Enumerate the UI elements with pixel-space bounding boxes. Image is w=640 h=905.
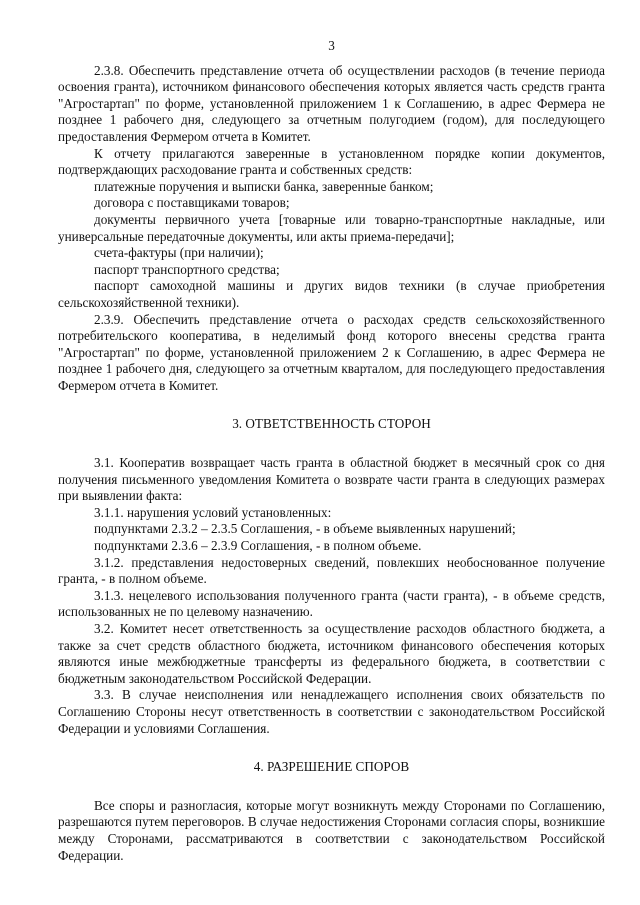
section-4-heading: 4. РАЗРЕШЕНИЕ СПОРОВ — [253, 759, 410, 775]
attachment-item: паспорт транспортного средства; — [94, 261, 280, 277]
attachment-item: документы первичного учета [товарные или товарно-транспортные накладные, или универсальные передаточные документы, или акты приема-передачи]; — [58, 211, 605, 244]
section-2-continuation — [58, 63, 605, 395]
clause-3-1-3: 3.1.3. нецелевого использования полученного гранта (части гранта), - в объеме средств, использованных не по целевому назначению. — [58, 587, 605, 620]
clause-2-3-8: 2.3.8. Обеспечить представление отчета об осуществлении расходов (в течение периода освоения гранта), источником финансового обеспечения которых является часть средств гранта "Агростартап" по форме, установленной приложением 1 к Соглашению, в адрес Фермера не позднее 1 рабочего дня, следующего за отчетным полугодием (годом), для последующего предоставления Фермером отчета в Комитет. — [58, 62, 605, 144]
attachment-item: счета-фактуры (при наличии); — [94, 245, 264, 261]
clause-2-3-9: 2.3.9. Обеспечить представление отчета о расходах средств сельскохозяйственного потребительского кооператива, в неделимый фонд которого внесены средства гранта "Агростартап" по форме, установленной приложением 2 к Соглашению, в адрес Фермера не позднее 1 рабочего дня, следующего за отчетным кварталом, для последующего предоставления Фермером отчета в Комитет. — [58, 311, 605, 393]
disputes-paragraph: Все споры и разногласия, которые могут возникнуть между Сторонами по Соглашению, разрешаются путем переговоров. В случае недостижения Сторонами согласия споры, возникшие между Сторонами, рассматриваются в соответствии с законодательством Российской Федерации. — [58, 797, 605, 863]
clause-3-1-2: 3.1.2. представления недостоверных сведений, повлекших необоснованное получение гранта, - в полном объеме. — [58, 554, 605, 587]
clause-3-3: 3.3. В случае неисполнения или ненадлежащего исполнения своих обязательств по Соглашению Стороны несут ответственность в соответствии с законодательством Российской Федерации и условиями Соглашения. — [58, 687, 605, 736]
section-3-body — [58, 455, 605, 737]
section-4-body — [58, 798, 605, 864]
attachments-intro: К отчету прилагаются заверенные в установленном порядке копии документов, подтверждающих расходование гранта и собственных средств: — [58, 145, 605, 178]
clause-3-2: 3.2. Комитет несет ответственность за осуществление расходов областного бюджета, а также за счет средств областного бюджета, источником финансового обеспечения которых являются иные межбюджетные трансферты из федерального бюджета, в соответствии с бюджетным законодательством Российской Федерации. — [58, 621, 605, 686]
clause-3-1-1-sub-a: подпунктами 2.3.2 – 2.3.5 Соглашения, - в объеме выявленных нарушений; — [94, 521, 516, 537]
attachment-item: платежные поручения и выписки банка, заверенные банком; — [94, 178, 434, 194]
clause-3-1-1-sub-b: подпунктами 2.3.6 – 2.3.9 Соглашения, - в полном объеме. — [94, 538, 422, 554]
page-number: 3 — [328, 38, 335, 53]
attachment-item: договора с поставщиками товаров; — [94, 195, 290, 211]
clause-3-1: 3.1. Кооператив возвращает часть гранта в областной бюджет в месячный срок со дня получения письменного уведомления Комитета о возврате части гранта в следующих размерах при выявлении факта: — [58, 455, 605, 504]
clause-3-1-1: 3.1.1. нарушения условий установленных: — [94, 504, 332, 520]
attachment-item: паспорт самоходной машины и других видов техники (в случае приобретения сельскохозяйственной техники). — [58, 278, 605, 310]
section-3-heading: 3. ОТВЕТСТВЕННОСТЬ СТОРОН — [232, 416, 431, 432]
